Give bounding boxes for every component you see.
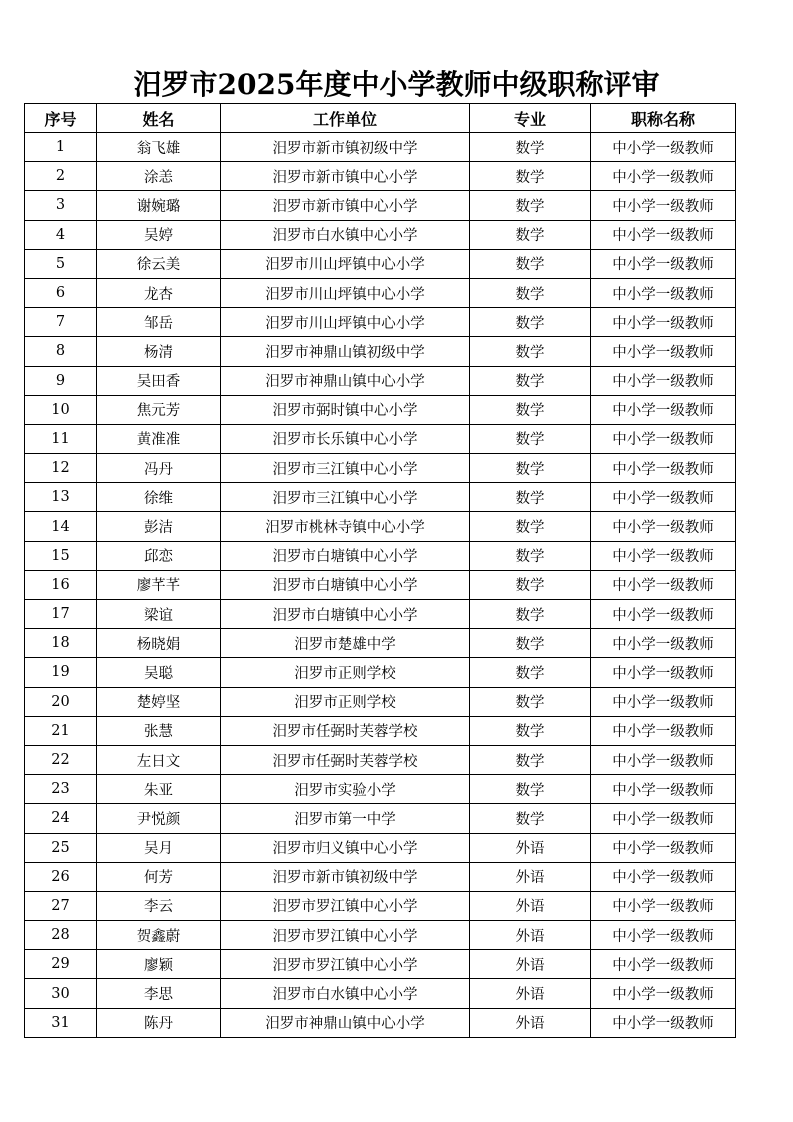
cell-work-unit: 汨罗市正则学校 bbox=[221, 687, 470, 716]
cell-index: 31 bbox=[25, 1008, 97, 1037]
cell-index: 16 bbox=[25, 570, 97, 599]
cell-index: 12 bbox=[25, 454, 97, 483]
cell-name: 贺鑫蔚 bbox=[97, 921, 221, 950]
cell-title-rank: 中小学一级教师 bbox=[591, 629, 736, 658]
table-row bbox=[25, 191, 736, 220]
cell-work-unit: 汨罗市罗江镇中心小学 bbox=[221, 921, 470, 950]
cell-name: 吴田香 bbox=[97, 366, 221, 395]
cell-name: 邱恋 bbox=[97, 541, 221, 570]
cell-title-rank: 中小学一级教师 bbox=[591, 833, 736, 862]
table-row bbox=[25, 1008, 736, 1037]
cell-index: 11 bbox=[25, 424, 97, 453]
cell-subject: 数学 bbox=[470, 424, 591, 453]
cell-work-unit: 汨罗市罗江镇中心小学 bbox=[221, 950, 470, 979]
cell-title-rank: 中小学一级教师 bbox=[591, 366, 736, 395]
cell-work-unit: 汨罗市三江镇中心小学 bbox=[221, 483, 470, 512]
cell-title-rank: 中小学一级教师 bbox=[591, 979, 736, 1008]
cell-index: 26 bbox=[25, 862, 97, 891]
cell-title-rank: 中小学一级教师 bbox=[591, 220, 736, 249]
cell-subject: 数学 bbox=[470, 278, 591, 307]
cell-index: 29 bbox=[25, 950, 97, 979]
cell-index: 19 bbox=[25, 658, 97, 687]
cell-name: 张慧 bbox=[97, 716, 221, 745]
header-index: 序号 bbox=[25, 104, 97, 133]
cell-work-unit: 汨罗市新市镇中心小学 bbox=[221, 191, 470, 220]
cell-work-unit: 汨罗市神鼎山镇中心小学 bbox=[221, 366, 470, 395]
cell-title-rank: 中小学一级教师 bbox=[591, 804, 736, 833]
table-row bbox=[25, 687, 736, 716]
cell-subject: 数学 bbox=[470, 308, 591, 337]
cell-name: 何芳 bbox=[97, 862, 221, 891]
cell-name: 彭洁 bbox=[97, 512, 221, 541]
cell-index: 28 bbox=[25, 921, 97, 950]
cell-subject: 数学 bbox=[470, 775, 591, 804]
cell-subject: 数学 bbox=[470, 133, 591, 162]
header-title-rank: 职称名称 bbox=[591, 104, 736, 133]
cell-index: 7 bbox=[25, 308, 97, 337]
cell-work-unit: 汨罗市罗江镇中心小学 bbox=[221, 891, 470, 920]
cell-name: 李思 bbox=[97, 979, 221, 1008]
cell-title-rank: 中小学一级教师 bbox=[591, 687, 736, 716]
cell-name: 黄准准 bbox=[97, 424, 221, 453]
table-row bbox=[25, 395, 736, 424]
cell-index: 21 bbox=[25, 716, 97, 745]
cell-work-unit: 汨罗市弼时镇中心小学 bbox=[221, 395, 470, 424]
cell-title-rank: 中小学一级教师 bbox=[591, 541, 736, 570]
cell-subject: 数学 bbox=[470, 629, 591, 658]
cell-subject: 数学 bbox=[470, 220, 591, 249]
table-row bbox=[25, 454, 736, 483]
cell-name: 楚婷坚 bbox=[97, 687, 221, 716]
cell-subject: 数学 bbox=[470, 512, 591, 541]
cell-title-rank: 中小学一级教师 bbox=[591, 424, 736, 453]
cell-subject: 数学 bbox=[470, 337, 591, 366]
cell-name: 杨晓娟 bbox=[97, 629, 221, 658]
cell-subject: 数学 bbox=[470, 804, 591, 833]
cell-name: 杨清 bbox=[97, 337, 221, 366]
cell-title-rank: 中小学一级教师 bbox=[591, 162, 736, 191]
cell-name: 李云 bbox=[97, 891, 221, 920]
header-row bbox=[25, 104, 736, 133]
cell-subject: 数学 bbox=[470, 716, 591, 745]
header-name: 姓名 bbox=[97, 104, 221, 133]
table-row bbox=[25, 541, 736, 570]
cell-name: 吴月 bbox=[97, 833, 221, 862]
cell-name: 左日文 bbox=[97, 745, 221, 774]
cell-title-rank: 中小学一级教师 bbox=[591, 862, 736, 891]
cell-title-rank: 中小学一级教师 bbox=[591, 133, 736, 162]
cell-subject: 外语 bbox=[470, 979, 591, 1008]
cell-subject: 数学 bbox=[470, 483, 591, 512]
cell-title-rank: 中小学一级教师 bbox=[591, 395, 736, 424]
cell-work-unit: 汨罗市川山坪镇中心小学 bbox=[221, 249, 470, 278]
cell-work-unit: 汨罗市白塘镇中心小学 bbox=[221, 600, 470, 629]
cell-title-rank: 中小学一级教师 bbox=[591, 512, 736, 541]
table-row bbox=[25, 745, 736, 774]
cell-name: 尹悦颜 bbox=[97, 804, 221, 833]
table-row bbox=[25, 220, 736, 249]
cell-work-unit: 汨罗市实验小学 bbox=[221, 775, 470, 804]
cell-title-rank: 中小学一级教师 bbox=[591, 600, 736, 629]
cell-title-rank: 中小学一级教师 bbox=[591, 950, 736, 979]
cell-index: 24 bbox=[25, 804, 97, 833]
cell-name: 梁谊 bbox=[97, 600, 221, 629]
table-row bbox=[25, 979, 736, 1008]
cell-title-rank: 中小学一级教师 bbox=[591, 745, 736, 774]
cell-subject: 外语 bbox=[470, 862, 591, 891]
table-body bbox=[25, 133, 736, 1038]
cell-subject: 数学 bbox=[470, 658, 591, 687]
cell-subject: 数学 bbox=[470, 745, 591, 774]
cell-name: 廖芊芊 bbox=[97, 570, 221, 599]
cell-index: 25 bbox=[25, 833, 97, 862]
table-row bbox=[25, 891, 736, 920]
cell-title-rank: 中小学一级教师 bbox=[591, 249, 736, 278]
table-row bbox=[25, 424, 736, 453]
cell-work-unit: 汨罗市神鼎山镇中心小学 bbox=[221, 1008, 470, 1037]
cell-work-unit: 汨罗市新市镇初级中学 bbox=[221, 133, 470, 162]
cell-index: 17 bbox=[25, 600, 97, 629]
cell-title-rank: 中小学一级教师 bbox=[591, 483, 736, 512]
cell-work-unit: 汨罗市第一中学 bbox=[221, 804, 470, 833]
cell-name: 徐维 bbox=[97, 483, 221, 512]
cell-title-rank: 中小学一级教师 bbox=[591, 308, 736, 337]
cell-index: 4 bbox=[25, 220, 97, 249]
table-row bbox=[25, 570, 736, 599]
cell-name: 徐云美 bbox=[97, 249, 221, 278]
cell-subject: 数学 bbox=[470, 395, 591, 424]
cell-work-unit: 汨罗市楚雄中学 bbox=[221, 629, 470, 658]
table-row bbox=[25, 162, 736, 191]
cell-name: 龙杏 bbox=[97, 278, 221, 307]
cell-title-rank: 中小学一级教师 bbox=[591, 921, 736, 950]
cell-index: 22 bbox=[25, 745, 97, 774]
table-row bbox=[25, 658, 736, 687]
cell-work-unit: 汨罗市新市镇中心小学 bbox=[221, 162, 470, 191]
cell-name: 吴聪 bbox=[97, 658, 221, 687]
table-row bbox=[25, 308, 736, 337]
cell-work-unit: 汨罗市川山坪镇中心小学 bbox=[221, 278, 470, 307]
cell-work-unit: 汨罗市神鼎山镇初级中学 bbox=[221, 337, 470, 366]
cell-index: 2 bbox=[25, 162, 97, 191]
cell-name: 朱亚 bbox=[97, 775, 221, 804]
cell-work-unit: 汨罗市三江镇中心小学 bbox=[221, 454, 470, 483]
header-subject: 专业 bbox=[470, 104, 591, 133]
cell-index: 1 bbox=[25, 133, 97, 162]
cell-index: 13 bbox=[25, 483, 97, 512]
cell-subject: 数学 bbox=[470, 570, 591, 599]
cell-title-rank: 中小学一级教师 bbox=[591, 570, 736, 599]
cell-name: 廖颖 bbox=[97, 950, 221, 979]
cell-work-unit: 汨罗市归义镇中心小学 bbox=[221, 833, 470, 862]
cell-work-unit: 汨罗市正则学校 bbox=[221, 658, 470, 687]
cell-title-rank: 中小学一级教师 bbox=[591, 278, 736, 307]
cell-name: 焦元芳 bbox=[97, 395, 221, 424]
cell-subject: 数学 bbox=[470, 600, 591, 629]
cell-name: 吴婷 bbox=[97, 220, 221, 249]
cell-subject: 外语 bbox=[470, 950, 591, 979]
cell-name: 邹岳 bbox=[97, 308, 221, 337]
cell-title-rank: 中小学一级教师 bbox=[591, 454, 736, 483]
cell-work-unit: 汨罗市任弼时芙蓉学校 bbox=[221, 745, 470, 774]
cell-work-unit: 汨罗市白水镇中心小学 bbox=[221, 979, 470, 1008]
cell-title-rank: 中小学一级教师 bbox=[591, 716, 736, 745]
cell-title-rank: 中小学一级教师 bbox=[591, 1008, 736, 1037]
cell-subject: 数学 bbox=[470, 249, 591, 278]
cell-subject: 数学 bbox=[470, 687, 591, 716]
cell-index: 23 bbox=[25, 775, 97, 804]
table-row bbox=[25, 600, 736, 629]
table-row bbox=[25, 249, 736, 278]
table-row bbox=[25, 950, 736, 979]
cell-name: 谢婉璐 bbox=[97, 191, 221, 220]
table-row bbox=[25, 483, 736, 512]
cell-subject: 外语 bbox=[470, 1008, 591, 1037]
cell-subject: 数学 bbox=[470, 454, 591, 483]
table-row bbox=[25, 775, 736, 804]
cell-work-unit: 汨罗市白塘镇中心小学 bbox=[221, 541, 470, 570]
cell-title-rank: 中小学一级教师 bbox=[591, 775, 736, 804]
cell-index: 5 bbox=[25, 249, 97, 278]
cell-index: 9 bbox=[25, 366, 97, 395]
cell-index: 27 bbox=[25, 891, 97, 920]
cell-work-unit: 汨罗市新市镇初级中学 bbox=[221, 862, 470, 891]
cell-subject: 外语 bbox=[470, 891, 591, 920]
table-row bbox=[25, 833, 736, 862]
cell-index: 15 bbox=[25, 541, 97, 570]
cell-work-unit: 汨罗市任弼时芙蓉学校 bbox=[221, 716, 470, 745]
cell-index: 30 bbox=[25, 979, 97, 1008]
table-row bbox=[25, 366, 736, 395]
table-row bbox=[25, 629, 736, 658]
cell-title-rank: 中小学一级教师 bbox=[591, 337, 736, 366]
table-row bbox=[25, 133, 736, 162]
cell-name: 冯丹 bbox=[97, 454, 221, 483]
table-row bbox=[25, 804, 736, 833]
cell-subject: 外语 bbox=[470, 921, 591, 950]
cell-subject: 数学 bbox=[470, 162, 591, 191]
table-row bbox=[25, 716, 736, 745]
table-row bbox=[25, 278, 736, 307]
document-title: 汨罗市2025年度中小学教师中级职称评审 bbox=[133, 68, 660, 101]
table-row bbox=[25, 862, 736, 891]
cell-work-unit: 汨罗市白塘镇中心小学 bbox=[221, 570, 470, 599]
cell-subject: 数学 bbox=[470, 366, 591, 395]
cell-index: 20 bbox=[25, 687, 97, 716]
cell-title-rank: 中小学一级教师 bbox=[591, 658, 736, 687]
header-work-unit: 工作单位 bbox=[221, 104, 470, 133]
cell-name: 涂恙 bbox=[97, 162, 221, 191]
table-row bbox=[25, 512, 736, 541]
cell-work-unit: 汨罗市桃林寺镇中心小学 bbox=[221, 512, 470, 541]
cell-index: 8 bbox=[25, 337, 97, 366]
cell-subject: 数学 bbox=[470, 541, 591, 570]
cell-index: 14 bbox=[25, 512, 97, 541]
cell-title-rank: 中小学一级教师 bbox=[591, 191, 736, 220]
cell-subject: 数学 bbox=[470, 191, 591, 220]
table-row bbox=[25, 921, 736, 950]
cell-index: 18 bbox=[25, 629, 97, 658]
cell-work-unit: 汨罗市白水镇中心小学 bbox=[221, 220, 470, 249]
teacher-roster-table bbox=[24, 103, 736, 1038]
cell-work-unit: 汨罗市川山坪镇中心小学 bbox=[221, 308, 470, 337]
cell-work-unit: 汨罗市长乐镇中心小学 bbox=[221, 424, 470, 453]
cell-index: 10 bbox=[25, 395, 97, 424]
cell-name: 翁飞雄 bbox=[97, 133, 221, 162]
cell-title-rank: 中小学一级教师 bbox=[591, 891, 736, 920]
cell-subject: 外语 bbox=[470, 833, 591, 862]
cell-index: 3 bbox=[25, 191, 97, 220]
table-row bbox=[25, 337, 736, 366]
cell-name: 陈丹 bbox=[97, 1008, 221, 1037]
cell-index: 6 bbox=[25, 278, 97, 307]
